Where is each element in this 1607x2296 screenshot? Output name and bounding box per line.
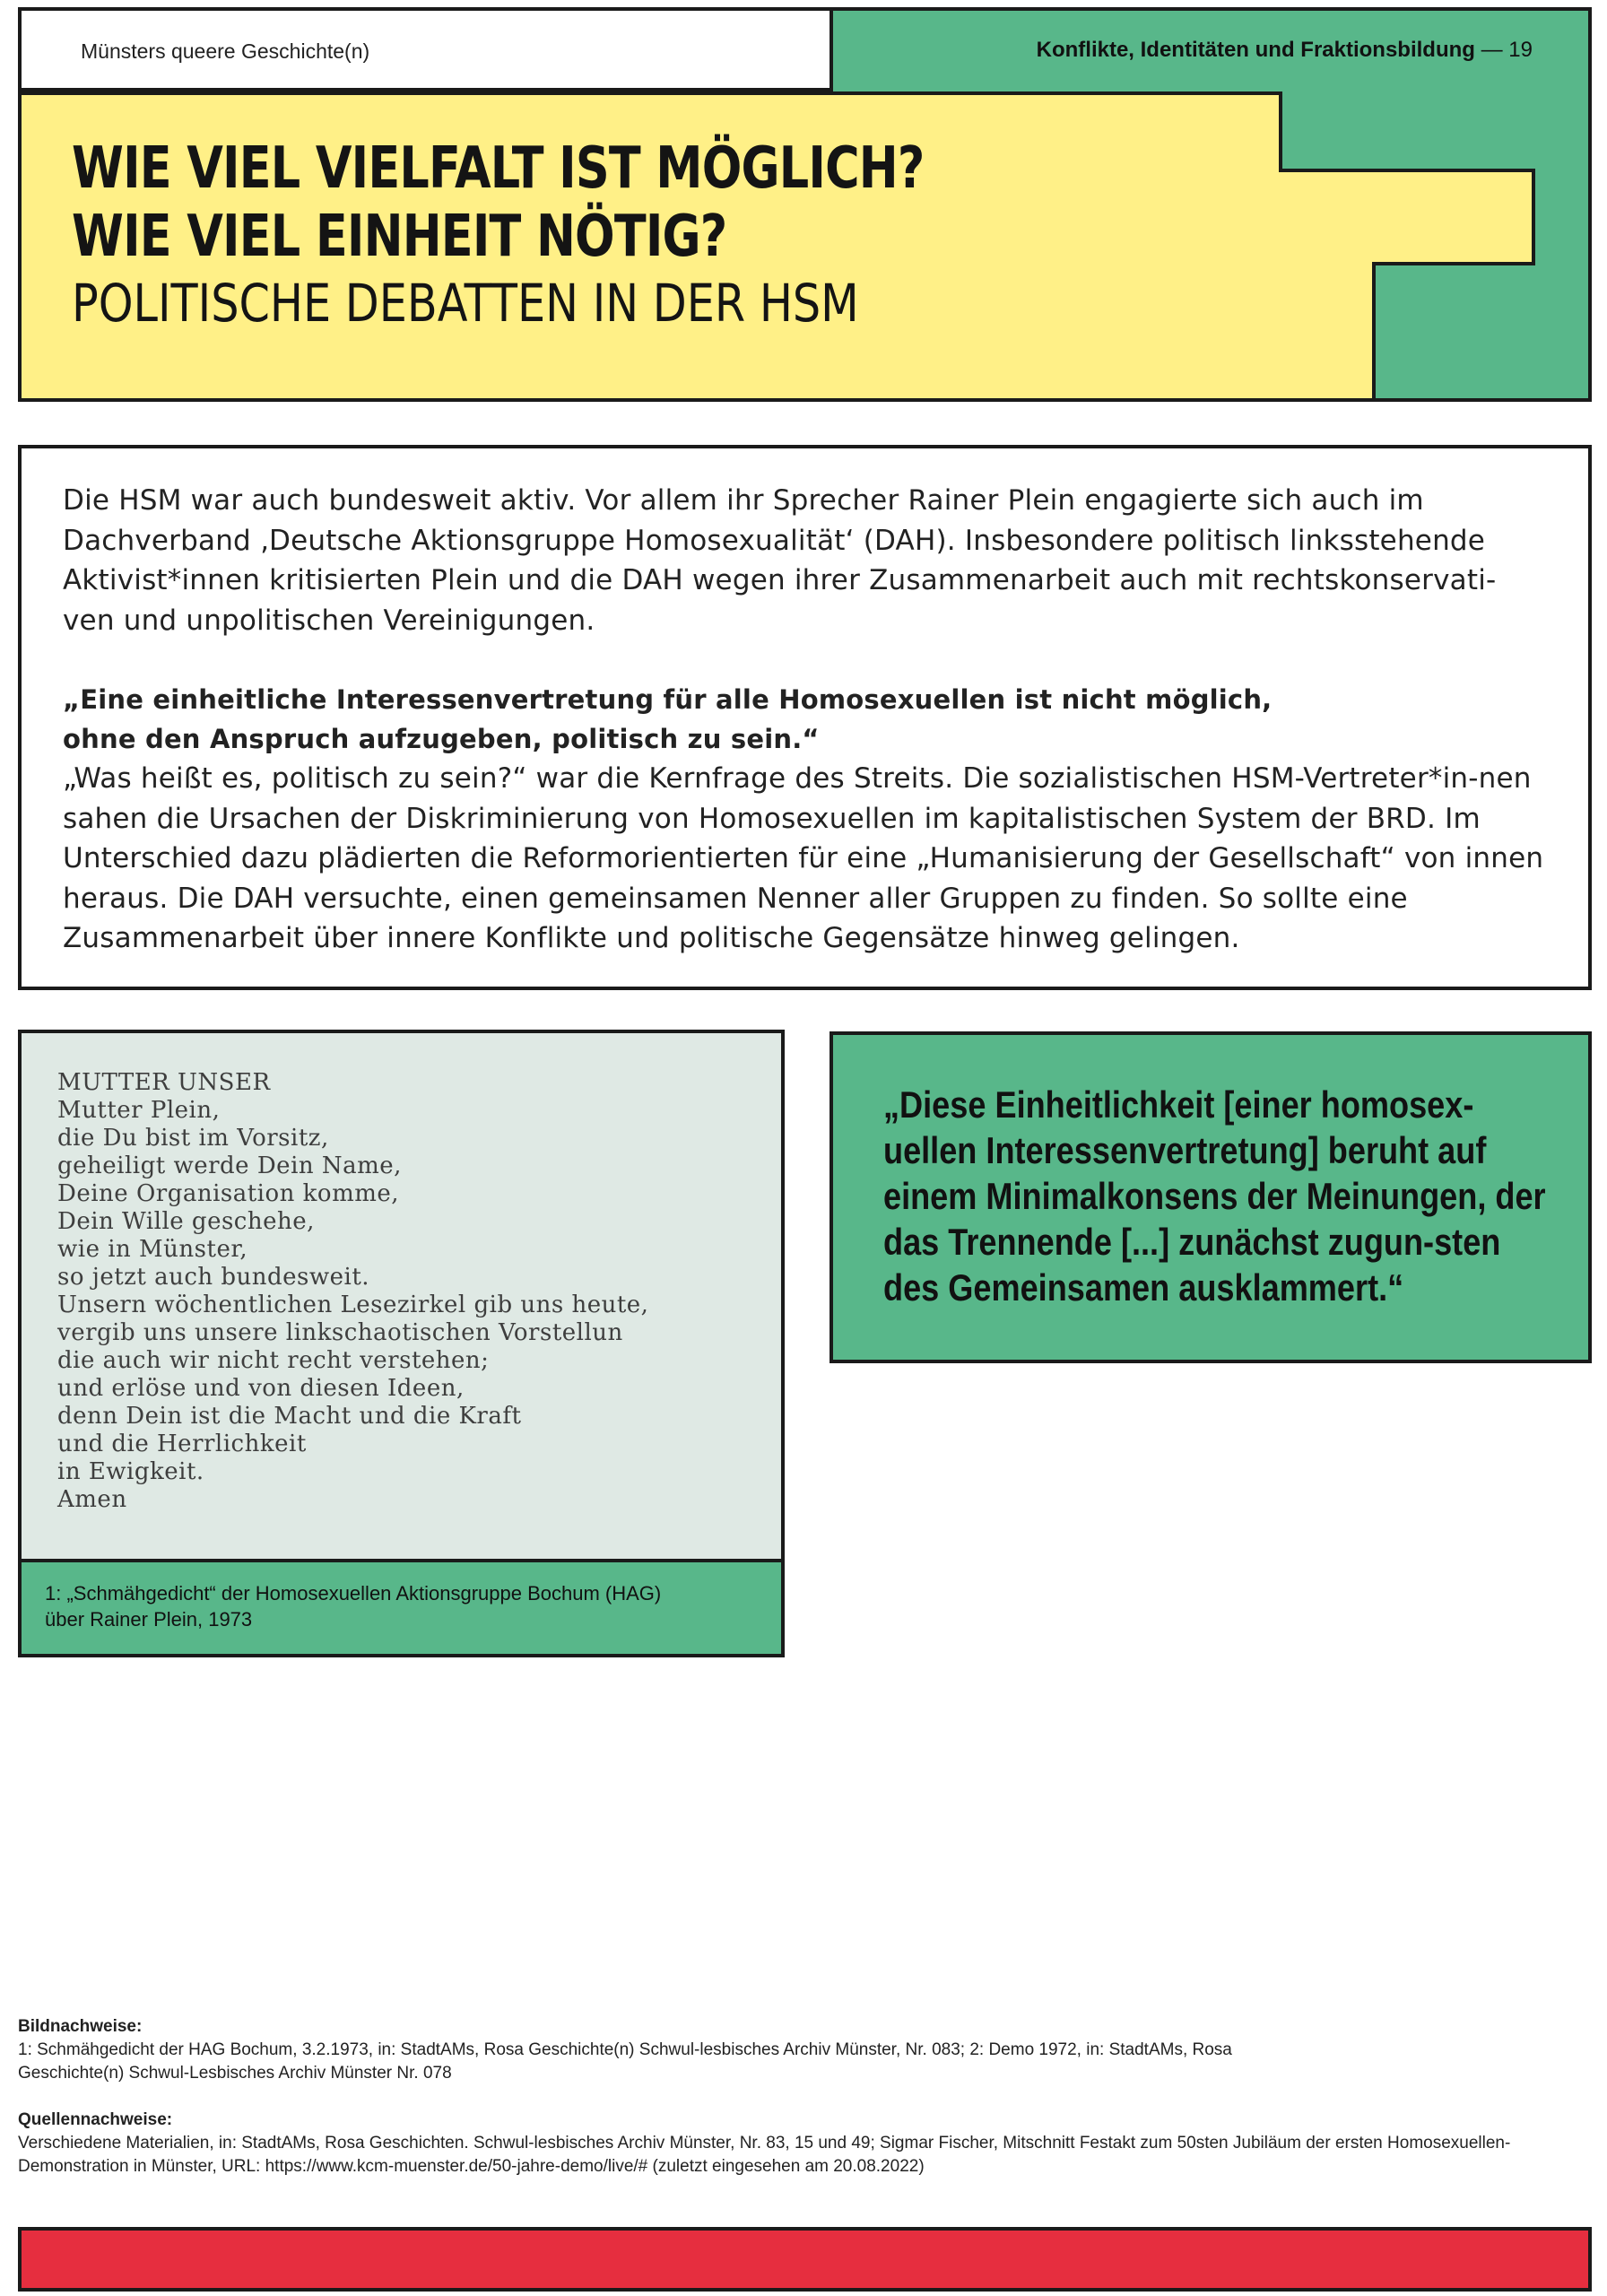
sources-text: Verschiedene Materialien, in: StadtAMs, Rosa Geschichten. Schwul-lesbisches Archiv Münster, Nr. 83, 15 und 49; Sigmar Fischer, Mitschnitt Festakt zum 50sten Jubiläum der ersten Homosexuellen-Demonstration in Münster, URL: https://www.kcm-muenster.de/50-jahre-demo/live/# (zuletzt eingesehen am 20.08.2022) — [18, 2134, 1511, 2176]
title-line-2: WIE VIEL EINHEIT NÖTIG? — [72, 204, 727, 270]
typewritten-poem-image — [22, 1033, 781, 1559]
image-credits-text: 1: Schmähgedicht der HAG Bochum, 3.2.1973, in: StadtAMs, Rosa Geschichte(n) Schwul-lesbisches Archiv Münster, Nr. 083; 2: Demo 1972, in: StadtAMs, Rosa Geschichte(n) Schwul-Lesbisches Archiv Münster Nr. 078 — [18, 2040, 1232, 2083]
pull-quote-text: „Diese Einheitlichkeit [einer homosex-uellen Interessenvertretung] beruht auf einem Minimalkonsens der Meinungen, der das Trennende [...] zunächst zugun-sten des Gemeinsamen ausklammert.“ — [883, 1083, 1546, 1309]
page-number: 19 — [1508, 38, 1533, 62]
section-title: Konflikte, Identitäten und Fraktionsbildung — [1036, 38, 1475, 62]
typewritten-poem-text: MUTTER UNSER Mutter Plein, die Du bist im Vorsitz, geheiligt werde Dein Name, Deine Organisation komme, Dein Wille geschehe, wie in Münster, so jetzt auch bundesweit. Unsern wöchentlichen Lesezirkel gib uns heute, vergib uns unsere linkschaotischen Vorstellun die auch wir nicht recht verstehen; und erlöse und von diesen Ideen, denn Dein ist die Macht und die Kraft und die Herrlichkeit in Ewigkeit. Amen — [57, 1069, 649, 1513]
page-title — [72, 135, 1327, 339]
intro-paragraph-1: Die HSM war auch bundesweit aktiv. Vor allem ihr Sprecher Rainer Plein engagierte sich auch im Dachverband ‚Deutsche Aktionsgruppe Homosexualität‘ (DAH). Insbesondere politisch linksstehende Aktivist*innen kritisierten Plein und die DAH wegen ihrer Zusammenarbeit auch mit rechtskonservati-ven und unpolitischen Vereinigungen. — [63, 484, 1497, 637]
page-separator: — — [1474, 38, 1509, 62]
image-credits — [18, 2015, 1587, 2085]
intro-paragraph-2: „Was heißt es, politisch zu sein?“ war die Kernfrage des Streits. Die sozialistischen HSM-Vertreter*in-nen sahen die Ursachen der Diskriminierung von Homosexuellen im kapitalistischen System der BRD. Im Unterschied dazu plädierten die Reformorientierten für eine „Humanisierung der Gesellschaft“ von innen heraus. Die DAH versuchte, einen gemeinsamen Nenner aller Gruppen zu finden. So sollte eine Zusammenarbeit über innere Konflikte und politische Gegensätze hinweg gelingen. — [63, 762, 1544, 954]
image-credits-heading: Bildnachweise: — [18, 2017, 143, 2036]
footnotes — [18, 2015, 1587, 2202]
bottom-red-bar — [18, 2227, 1592, 2292]
paragraph-gap — [63, 640, 1547, 680]
title-line-1: WIE VIEL VIELFALT IST MÖGLICH? — [72, 135, 925, 202]
figure-caption — [22, 1562, 781, 1654]
publication-title: Münsters queere Geschichte(n) — [81, 39, 370, 63]
intro-quote-line-2: ohne den Anspruch aufzugeben, politisch zu sein.“ — [63, 724, 820, 754]
sources — [18, 2109, 1587, 2179]
intro-quote-line-1: „Eine einheitliche Interessenvertretung für alle Homosexuellen ist nicht möglich, — [63, 684, 1273, 715]
sources-heading: Quellennachweise: — [18, 2110, 173, 2129]
pull-quote-box — [830, 1031, 1592, 1363]
figure-caption-text: 1: „Schmähgedicht“ der Homosexuellen Aktionsgruppe Bochum (HAG) über Rainer Plein, 1973 — [45, 1582, 662, 1631]
intro-text-box — [18, 445, 1592, 990]
title-subtitle: POLITISCHE DEBATTEN IN DER HSM — [72, 273, 859, 334]
